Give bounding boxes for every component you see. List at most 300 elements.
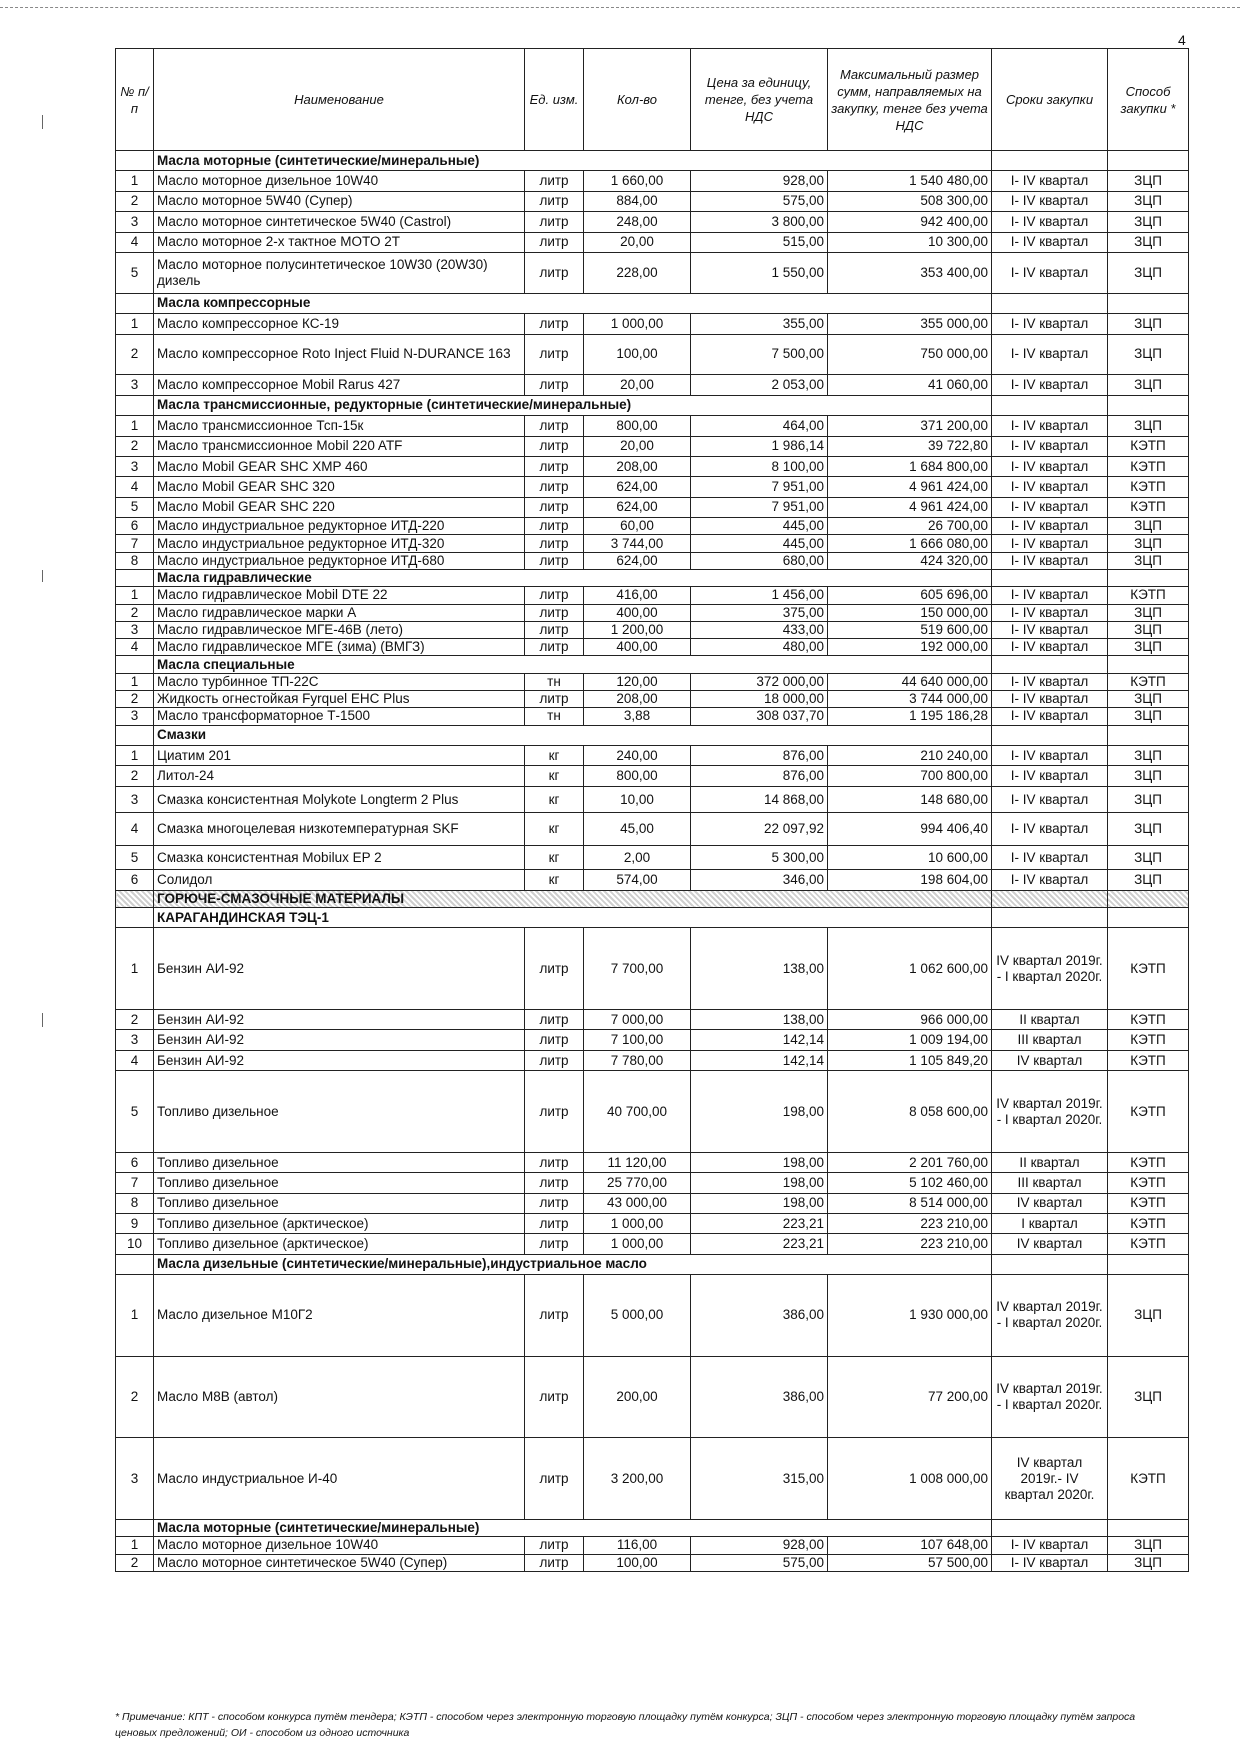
item-name-cell: Масло моторное 2-х тактное MOTO 2T bbox=[154, 232, 525, 252]
unit-cell: литр bbox=[525, 1438, 584, 1520]
period-cell: I квартал bbox=[992, 1214, 1108, 1234]
quantity-cell: 10,00 bbox=[584, 786, 691, 813]
quantity-cell: 7 700,00 bbox=[584, 928, 691, 1010]
quantity-cell: 20,00 bbox=[584, 436, 691, 456]
table-row bbox=[116, 252, 1189, 293]
item-name-cell: Циатим 201 bbox=[154, 746, 525, 766]
item-name-cell: Масло индустриальное И-40 bbox=[154, 1438, 525, 1520]
footnote: * Примечание: КПТ - способом конкурса путём тендера; КЭТП - способом через электронную торговую площадку путём конкурса; ЗЦП - способом через электронную торговую площадку путём запроса ценовых предложений; ОИ - способом из одного источника bbox=[115, 1711, 1136, 1739]
table-row bbox=[116, 1234, 1189, 1254]
max-sum-cell: 41 060,00 bbox=[828, 375, 992, 395]
unit-cell: литр bbox=[525, 1554, 584, 1571]
table-row bbox=[116, 456, 1189, 476]
method-cell: ЗЦП bbox=[1108, 604, 1189, 621]
table-row bbox=[116, 497, 1189, 517]
method-cell: КЭТП bbox=[1108, 436, 1189, 456]
method-cell: ЗЦП bbox=[1108, 1554, 1189, 1571]
row-number-cell: 8 bbox=[116, 552, 154, 569]
section-title: ГОРЮЧЕ-СМАЗОЧНЫЕ МАТЕРИАЛЫ bbox=[154, 890, 992, 907]
item-name-cell: Бензин АИ-92 bbox=[154, 928, 525, 1010]
row-number-cell: 5 bbox=[116, 1071, 154, 1153]
category-header-row bbox=[116, 890, 1189, 907]
item-name-cell: Топливо дизельное bbox=[154, 1152, 525, 1172]
price-cell: 223,21 bbox=[691, 1234, 828, 1254]
item-name-cell: Масло гидравлическое марки А bbox=[154, 604, 525, 621]
quantity-cell: 3 744,00 bbox=[584, 535, 691, 552]
section-number-cell bbox=[116, 890, 154, 907]
table-row bbox=[116, 1173, 1189, 1193]
method-cell: ЗЦП bbox=[1108, 1356, 1189, 1438]
max-sum-cell: 1 009 194,00 bbox=[828, 1030, 992, 1050]
period-cell: III квартал bbox=[992, 1173, 1108, 1193]
section-header-row bbox=[116, 151, 1189, 171]
item-name-cell: Масло М8В (автол) bbox=[154, 1356, 525, 1438]
price-cell: 7 951,00 bbox=[691, 497, 828, 517]
scan-artifact bbox=[42, 570, 43, 582]
table-row bbox=[116, 845, 1189, 870]
period-cell: I- IV квартал bbox=[992, 604, 1108, 621]
item-name-cell: Топливо дизельное bbox=[154, 1071, 525, 1153]
quantity-cell: 574,00 bbox=[584, 870, 691, 890]
period-cell: I- IV квартал bbox=[992, 621, 1108, 638]
unit-cell: кг bbox=[525, 766, 584, 786]
period-cell: I- IV квартал bbox=[992, 334, 1108, 375]
item-name-cell: Масло моторное полусинтетическое 10W30 (20W30) дизель bbox=[154, 252, 525, 293]
max-sum-cell: 4 961 424,00 bbox=[828, 477, 992, 497]
table-row bbox=[116, 746, 1189, 766]
period-cell: IV квартал bbox=[992, 1234, 1108, 1254]
unit-cell: литр bbox=[525, 171, 584, 191]
max-sum-cell: 1 684 800,00 bbox=[828, 456, 992, 476]
table-row bbox=[116, 604, 1189, 621]
period-cell: IV квартал bbox=[992, 1193, 1108, 1213]
quantity-cell: 400,00 bbox=[584, 639, 691, 656]
table-row bbox=[116, 334, 1189, 375]
section-empty-cell bbox=[992, 569, 1108, 586]
section-empty-cell bbox=[992, 1254, 1108, 1274]
unit-cell: литр bbox=[525, 1537, 584, 1554]
item-name-cell: Масло компрессорное КС-19 bbox=[154, 314, 525, 334]
quantity-cell: 25 770,00 bbox=[584, 1173, 691, 1193]
max-sum-cell: 223 210,00 bbox=[828, 1234, 992, 1254]
price-cell: 355,00 bbox=[691, 314, 828, 334]
table-row bbox=[116, 518, 1189, 535]
item-name-cell: Масло Mobil GEAR SHC 220 bbox=[154, 497, 525, 517]
col-header-name: Наименование bbox=[154, 49, 525, 151]
row-number-cell: 2 bbox=[116, 334, 154, 375]
price-cell: 680,00 bbox=[691, 552, 828, 569]
row-number-cell: 4 bbox=[116, 813, 154, 846]
item-name-cell: Масло Mobil GEAR SHC XMP 460 bbox=[154, 456, 525, 476]
section-empty-cell bbox=[992, 908, 1108, 928]
max-sum-cell: 5 102 460,00 bbox=[828, 1173, 992, 1193]
price-cell: 8 100,00 bbox=[691, 456, 828, 476]
unit-cell: литр bbox=[525, 1234, 584, 1254]
row-number-cell: 1 bbox=[116, 928, 154, 1010]
unit-cell: литр bbox=[525, 1152, 584, 1172]
row-number-cell: 4 bbox=[116, 639, 154, 656]
quantity-cell: 1 000,00 bbox=[584, 1234, 691, 1254]
unit-cell: литр bbox=[525, 212, 584, 232]
price-cell: 480,00 bbox=[691, 639, 828, 656]
row-number-cell: 1 bbox=[116, 1537, 154, 1554]
section-title: Масла дизельные (синтетические/минеральные),индустриальное масло bbox=[154, 1254, 992, 1274]
table-row bbox=[116, 477, 1189, 497]
max-sum-cell: 1 062 600,00 bbox=[828, 928, 992, 1010]
method-cell: КЭТП bbox=[1108, 1010, 1189, 1030]
price-cell: 575,00 bbox=[691, 1554, 828, 1571]
quantity-cell: 40 700,00 bbox=[584, 1071, 691, 1153]
price-cell: 375,00 bbox=[691, 604, 828, 621]
max-sum-cell: 1 666 080,00 bbox=[828, 535, 992, 552]
unit-cell: литр bbox=[525, 928, 584, 1010]
max-sum-cell: 994 406,40 bbox=[828, 813, 992, 846]
quantity-cell: 7 000,00 bbox=[584, 1010, 691, 1030]
table-row bbox=[116, 673, 1189, 690]
section-title: КАРАГАНДИНСКАЯ ТЭЦ-1 bbox=[154, 908, 992, 928]
unit-cell: литр bbox=[525, 587, 584, 604]
row-number-cell: 2 bbox=[116, 1010, 154, 1030]
max-sum-cell: 77 200,00 bbox=[828, 1356, 992, 1438]
method-cell: ЗЦП bbox=[1108, 766, 1189, 786]
unit-cell: литр bbox=[525, 252, 584, 293]
table-row bbox=[116, 1438, 1189, 1520]
max-sum-cell: 1 540 480,00 bbox=[828, 171, 992, 191]
item-name-cell: Масло трансмиссионное Mobil 220 ATF bbox=[154, 436, 525, 456]
table-row bbox=[116, 416, 1189, 436]
row-number-cell: 3 bbox=[116, 456, 154, 476]
price-cell: 138,00 bbox=[691, 1010, 828, 1030]
max-sum-cell: 198 604,00 bbox=[828, 870, 992, 890]
price-cell: 18 000,00 bbox=[691, 691, 828, 708]
method-cell: ЗЦП bbox=[1108, 1275, 1189, 1357]
item-name-cell: Масло индустриальное редукторное ИТД-680 bbox=[154, 552, 525, 569]
section-empty-cell bbox=[992, 656, 1108, 673]
unit-cell: литр bbox=[525, 436, 584, 456]
period-cell: I- IV квартал bbox=[992, 477, 1108, 497]
unit-cell: литр bbox=[525, 1030, 584, 1050]
table-row bbox=[116, 1010, 1189, 1030]
row-number-cell: 6 bbox=[116, 870, 154, 890]
row-number-cell: 1 bbox=[116, 1275, 154, 1357]
period-cell: I- IV квартал bbox=[992, 639, 1108, 656]
period-cell: I- IV квартал bbox=[992, 813, 1108, 846]
item-name-cell: Масло трансформаторное Т-1500 bbox=[154, 708, 525, 725]
max-sum-cell: 508 300,00 bbox=[828, 191, 992, 211]
price-cell: 7 500,00 bbox=[691, 334, 828, 375]
method-cell: ЗЦП bbox=[1108, 171, 1189, 191]
price-cell: 1 986,14 bbox=[691, 436, 828, 456]
section-empty-cell bbox=[992, 890, 1108, 907]
item-name-cell: Масло моторное 5W40 (Супер) bbox=[154, 191, 525, 211]
section-number-cell bbox=[116, 908, 154, 928]
row-number-cell: 3 bbox=[116, 375, 154, 395]
method-cell: КЭТП bbox=[1108, 1173, 1189, 1193]
period-cell: I- IV квартал bbox=[992, 786, 1108, 813]
row-number-cell: 2 bbox=[116, 766, 154, 786]
table-row bbox=[116, 813, 1189, 846]
method-cell: ЗЦП bbox=[1108, 416, 1189, 436]
method-cell: ЗЦП bbox=[1108, 746, 1189, 766]
quantity-cell: 2,00 bbox=[584, 845, 691, 870]
method-cell: ЗЦП bbox=[1108, 870, 1189, 890]
unit-cell: кг bbox=[525, 786, 584, 813]
section-empty-cell bbox=[992, 1519, 1108, 1536]
item-name-cell: Смазка многоцелевая низкотемпературная SKF bbox=[154, 813, 525, 846]
row-number-cell: 3 bbox=[116, 212, 154, 232]
period-cell: I- IV квартал bbox=[992, 766, 1108, 786]
max-sum-cell: 8 514 000,00 bbox=[828, 1193, 992, 1213]
quantity-cell: 20,00 bbox=[584, 232, 691, 252]
row-number-cell: 2 bbox=[116, 1554, 154, 1571]
unit-cell: литр bbox=[525, 1275, 584, 1357]
unit-cell: литр bbox=[525, 456, 584, 476]
item-name-cell: Топливо дизельное (арктическое) bbox=[154, 1234, 525, 1254]
max-sum-cell: 355 000,00 bbox=[828, 314, 992, 334]
section-title: Масла моторные (синтетические/минеральные) bbox=[154, 1519, 992, 1536]
row-number-cell: 1 bbox=[116, 171, 154, 191]
section-header-row bbox=[116, 1254, 1189, 1274]
unit-cell: литр bbox=[525, 1214, 584, 1234]
row-number-cell: 6 bbox=[116, 1152, 154, 1172]
method-cell: КЭТП bbox=[1108, 1214, 1189, 1234]
section-number-cell bbox=[116, 569, 154, 586]
max-sum-cell: 3 744 000,00 bbox=[828, 691, 992, 708]
table-row bbox=[116, 639, 1189, 656]
max-sum-cell: 150 000,00 bbox=[828, 604, 992, 621]
quantity-cell: 5 000,00 bbox=[584, 1275, 691, 1357]
method-cell: ЗЦП bbox=[1108, 786, 1189, 813]
section-title: Смазки bbox=[154, 725, 992, 745]
period-cell: I- IV квартал bbox=[992, 691, 1108, 708]
unit-cell: литр bbox=[525, 477, 584, 497]
quantity-cell: 100,00 bbox=[584, 334, 691, 375]
price-cell: 372 000,00 bbox=[691, 673, 828, 690]
method-cell: ЗЦП bbox=[1108, 212, 1189, 232]
price-cell: 928,00 bbox=[691, 1537, 828, 1554]
max-sum-cell: 192 000,00 bbox=[828, 639, 992, 656]
quantity-cell: 45,00 bbox=[584, 813, 691, 846]
col-header-period: Сроки закупки bbox=[992, 49, 1108, 151]
price-cell: 386,00 bbox=[691, 1275, 828, 1357]
max-sum-cell: 424 320,00 bbox=[828, 552, 992, 569]
section-header-row bbox=[116, 656, 1189, 673]
quantity-cell: 20,00 bbox=[584, 375, 691, 395]
unit-cell: литр bbox=[525, 232, 584, 252]
table-row bbox=[116, 232, 1189, 252]
max-sum-cell: 700 800,00 bbox=[828, 766, 992, 786]
col-header-method: Способ закупки * bbox=[1108, 49, 1189, 151]
row-number-cell: 1 bbox=[116, 587, 154, 604]
row-number-cell: 5 bbox=[116, 845, 154, 870]
item-name-cell: Масло гидравлическое Mobil DTE 22 bbox=[154, 587, 525, 604]
unit-cell: литр bbox=[525, 535, 584, 552]
price-cell: 928,00 bbox=[691, 171, 828, 191]
price-cell: 1 456,00 bbox=[691, 587, 828, 604]
period-cell: I- IV квартал bbox=[992, 746, 1108, 766]
unit-cell: литр bbox=[525, 416, 584, 436]
section-empty-cell bbox=[992, 293, 1108, 313]
price-cell: 346,00 bbox=[691, 870, 828, 890]
period-cell: II квартал bbox=[992, 1010, 1108, 1030]
max-sum-cell: 26 700,00 bbox=[828, 518, 992, 535]
quantity-cell: 800,00 bbox=[584, 766, 691, 786]
quantity-cell: 800,00 bbox=[584, 416, 691, 436]
price-cell: 515,00 bbox=[691, 232, 828, 252]
unit-cell: литр bbox=[525, 191, 584, 211]
item-name-cell: Масло моторное дизельное 10W40 bbox=[154, 1537, 525, 1554]
period-cell: I- IV квартал bbox=[992, 191, 1108, 211]
unit-cell: литр bbox=[525, 639, 584, 656]
row-number-cell: 4 bbox=[116, 477, 154, 497]
section-number-cell bbox=[116, 1519, 154, 1536]
max-sum-cell: 148 680,00 bbox=[828, 786, 992, 813]
max-sum-cell: 605 696,00 bbox=[828, 587, 992, 604]
period-cell: I- IV квартал bbox=[992, 1537, 1108, 1554]
table-row bbox=[116, 870, 1189, 890]
item-name-cell: Жидкость огнестойкая Fyrquel EHC Plus bbox=[154, 691, 525, 708]
unit-cell: литр bbox=[525, 314, 584, 334]
method-cell: КЭТП bbox=[1108, 1152, 1189, 1172]
unit-cell: литр bbox=[525, 1010, 584, 1030]
max-sum-cell: 519 600,00 bbox=[828, 621, 992, 638]
quantity-cell: 624,00 bbox=[584, 497, 691, 517]
section-empty-cell bbox=[1108, 1519, 1189, 1536]
period-cell: IV квартал 2019г. - I квартал 2020г. bbox=[992, 1071, 1108, 1153]
item-name-cell: Масло моторное синтетическое 5W40 (Castrol) bbox=[154, 212, 525, 232]
quantity-cell: 3 200,00 bbox=[584, 1438, 691, 1520]
quantity-cell: 1 000,00 bbox=[584, 1214, 691, 1234]
max-sum-cell: 107 648,00 bbox=[828, 1537, 992, 1554]
max-sum-cell: 750 000,00 bbox=[828, 334, 992, 375]
price-cell: 464,00 bbox=[691, 416, 828, 436]
method-cell: ЗЦП bbox=[1108, 375, 1189, 395]
table-row bbox=[116, 1030, 1189, 1050]
period-cell: I- IV квартал bbox=[992, 870, 1108, 890]
method-cell: ЗЦП bbox=[1108, 552, 1189, 569]
item-name-cell: Масло дизельное М10Г2 bbox=[154, 1275, 525, 1357]
unit-cell: тн bbox=[525, 673, 584, 690]
section-empty-cell bbox=[1108, 725, 1189, 745]
unit-cell: литр bbox=[525, 518, 584, 535]
section-header-row bbox=[116, 1519, 1189, 1536]
method-cell: КЭТП bbox=[1108, 1030, 1189, 1050]
row-number-cell: 8 bbox=[116, 1193, 154, 1213]
section-header-row bbox=[116, 395, 1189, 415]
period-cell: I- IV квартал bbox=[992, 212, 1108, 232]
table-row bbox=[116, 212, 1189, 232]
row-number-cell: 3 bbox=[116, 708, 154, 725]
table-row bbox=[116, 1275, 1189, 1357]
section-header-row bbox=[116, 908, 1189, 928]
col-header-unit: Ед. изм. bbox=[525, 49, 584, 151]
table-row bbox=[116, 1537, 1189, 1554]
row-number-cell: 4 bbox=[116, 1050, 154, 1070]
item-name-cell: Топливо дизельное bbox=[154, 1173, 525, 1193]
price-cell: 445,00 bbox=[691, 535, 828, 552]
unit-cell: тн bbox=[525, 708, 584, 725]
price-cell: 1 550,00 bbox=[691, 252, 828, 293]
period-cell: I- IV квартал bbox=[992, 497, 1108, 517]
period-cell: I- IV квартал bbox=[992, 171, 1108, 191]
method-cell: КЭТП bbox=[1108, 1193, 1189, 1213]
quantity-cell: 624,00 bbox=[584, 477, 691, 497]
method-cell: ЗЦП bbox=[1108, 518, 1189, 535]
scan-artifact bbox=[42, 1013, 43, 1027]
section-title: Масла специальные bbox=[154, 656, 992, 673]
table-row bbox=[116, 375, 1189, 395]
max-sum-cell: 2 201 760,00 bbox=[828, 1152, 992, 1172]
quantity-cell: 416,00 bbox=[584, 587, 691, 604]
table-body bbox=[116, 151, 1189, 1572]
table-row bbox=[116, 587, 1189, 604]
price-cell: 5 300,00 bbox=[691, 845, 828, 870]
price-cell: 142,14 bbox=[691, 1050, 828, 1070]
method-cell: КЭТП bbox=[1108, 1071, 1189, 1153]
row-number-cell: 9 bbox=[116, 1214, 154, 1234]
price-cell: 22 097,92 bbox=[691, 813, 828, 846]
row-number-cell: 2 bbox=[116, 1356, 154, 1438]
section-empty-cell bbox=[1108, 908, 1189, 928]
method-cell: КЭТП bbox=[1108, 1234, 1189, 1254]
row-number-cell: 5 bbox=[116, 497, 154, 517]
row-number-cell: 1 bbox=[116, 314, 154, 334]
quantity-cell: 200,00 bbox=[584, 1356, 691, 1438]
method-cell: КЭТП bbox=[1108, 477, 1189, 497]
period-cell: IV квартал 2019г.- IV квартал 2020г. bbox=[992, 1438, 1108, 1520]
method-cell: КЭТП bbox=[1108, 673, 1189, 690]
max-sum-cell: 57 500,00 bbox=[828, 1554, 992, 1571]
period-cell: I- IV квартал bbox=[992, 1554, 1108, 1571]
price-cell: 14 868,00 bbox=[691, 786, 828, 813]
quantity-cell: 208,00 bbox=[584, 691, 691, 708]
max-sum-cell: 223 210,00 bbox=[828, 1214, 992, 1234]
price-cell: 575,00 bbox=[691, 191, 828, 211]
row-number-cell: 1 bbox=[116, 673, 154, 690]
item-name-cell: Масло моторное синтетическое 5W40 (Супер) bbox=[154, 1554, 525, 1571]
unit-cell: литр bbox=[525, 497, 584, 517]
period-cell: I- IV квартал bbox=[992, 436, 1108, 456]
row-number-cell: 5 bbox=[116, 252, 154, 293]
unit-cell: литр bbox=[525, 552, 584, 569]
section-empty-cell bbox=[1108, 656, 1189, 673]
period-cell: IV квартал 2019г. - I квартал 2020г. bbox=[992, 1356, 1108, 1438]
price-cell: 198,00 bbox=[691, 1193, 828, 1213]
period-cell: IV квартал 2019г. - I квартал 2020г. bbox=[992, 1275, 1108, 1357]
section-empty-cell bbox=[992, 395, 1108, 415]
unit-cell: кг bbox=[525, 813, 584, 846]
table-row bbox=[116, 928, 1189, 1010]
section-title: Масла моторные (синтетические/минеральные) bbox=[154, 151, 992, 171]
method-cell: ЗЦП bbox=[1108, 691, 1189, 708]
section-empty-cell bbox=[1108, 293, 1189, 313]
method-cell: ЗЦП bbox=[1108, 639, 1189, 656]
price-cell: 142,14 bbox=[691, 1030, 828, 1050]
method-cell: ЗЦП bbox=[1108, 621, 1189, 638]
quantity-cell: 400,00 bbox=[584, 604, 691, 621]
row-number-cell: 3 bbox=[116, 1438, 154, 1520]
quantity-cell: 11 120,00 bbox=[584, 1152, 691, 1172]
quantity-cell: 7 100,00 bbox=[584, 1030, 691, 1050]
quantity-cell: 624,00 bbox=[584, 552, 691, 569]
item-name-cell: Смазка консистентная Mobilux EP 2 bbox=[154, 845, 525, 870]
table-row bbox=[116, 766, 1189, 786]
table-row bbox=[116, 171, 1189, 191]
item-name-cell: Топливо дизельное bbox=[154, 1193, 525, 1213]
section-empty-cell bbox=[992, 725, 1108, 745]
quantity-cell: 240,00 bbox=[584, 746, 691, 766]
method-cell: КЭТП bbox=[1108, 928, 1189, 1010]
